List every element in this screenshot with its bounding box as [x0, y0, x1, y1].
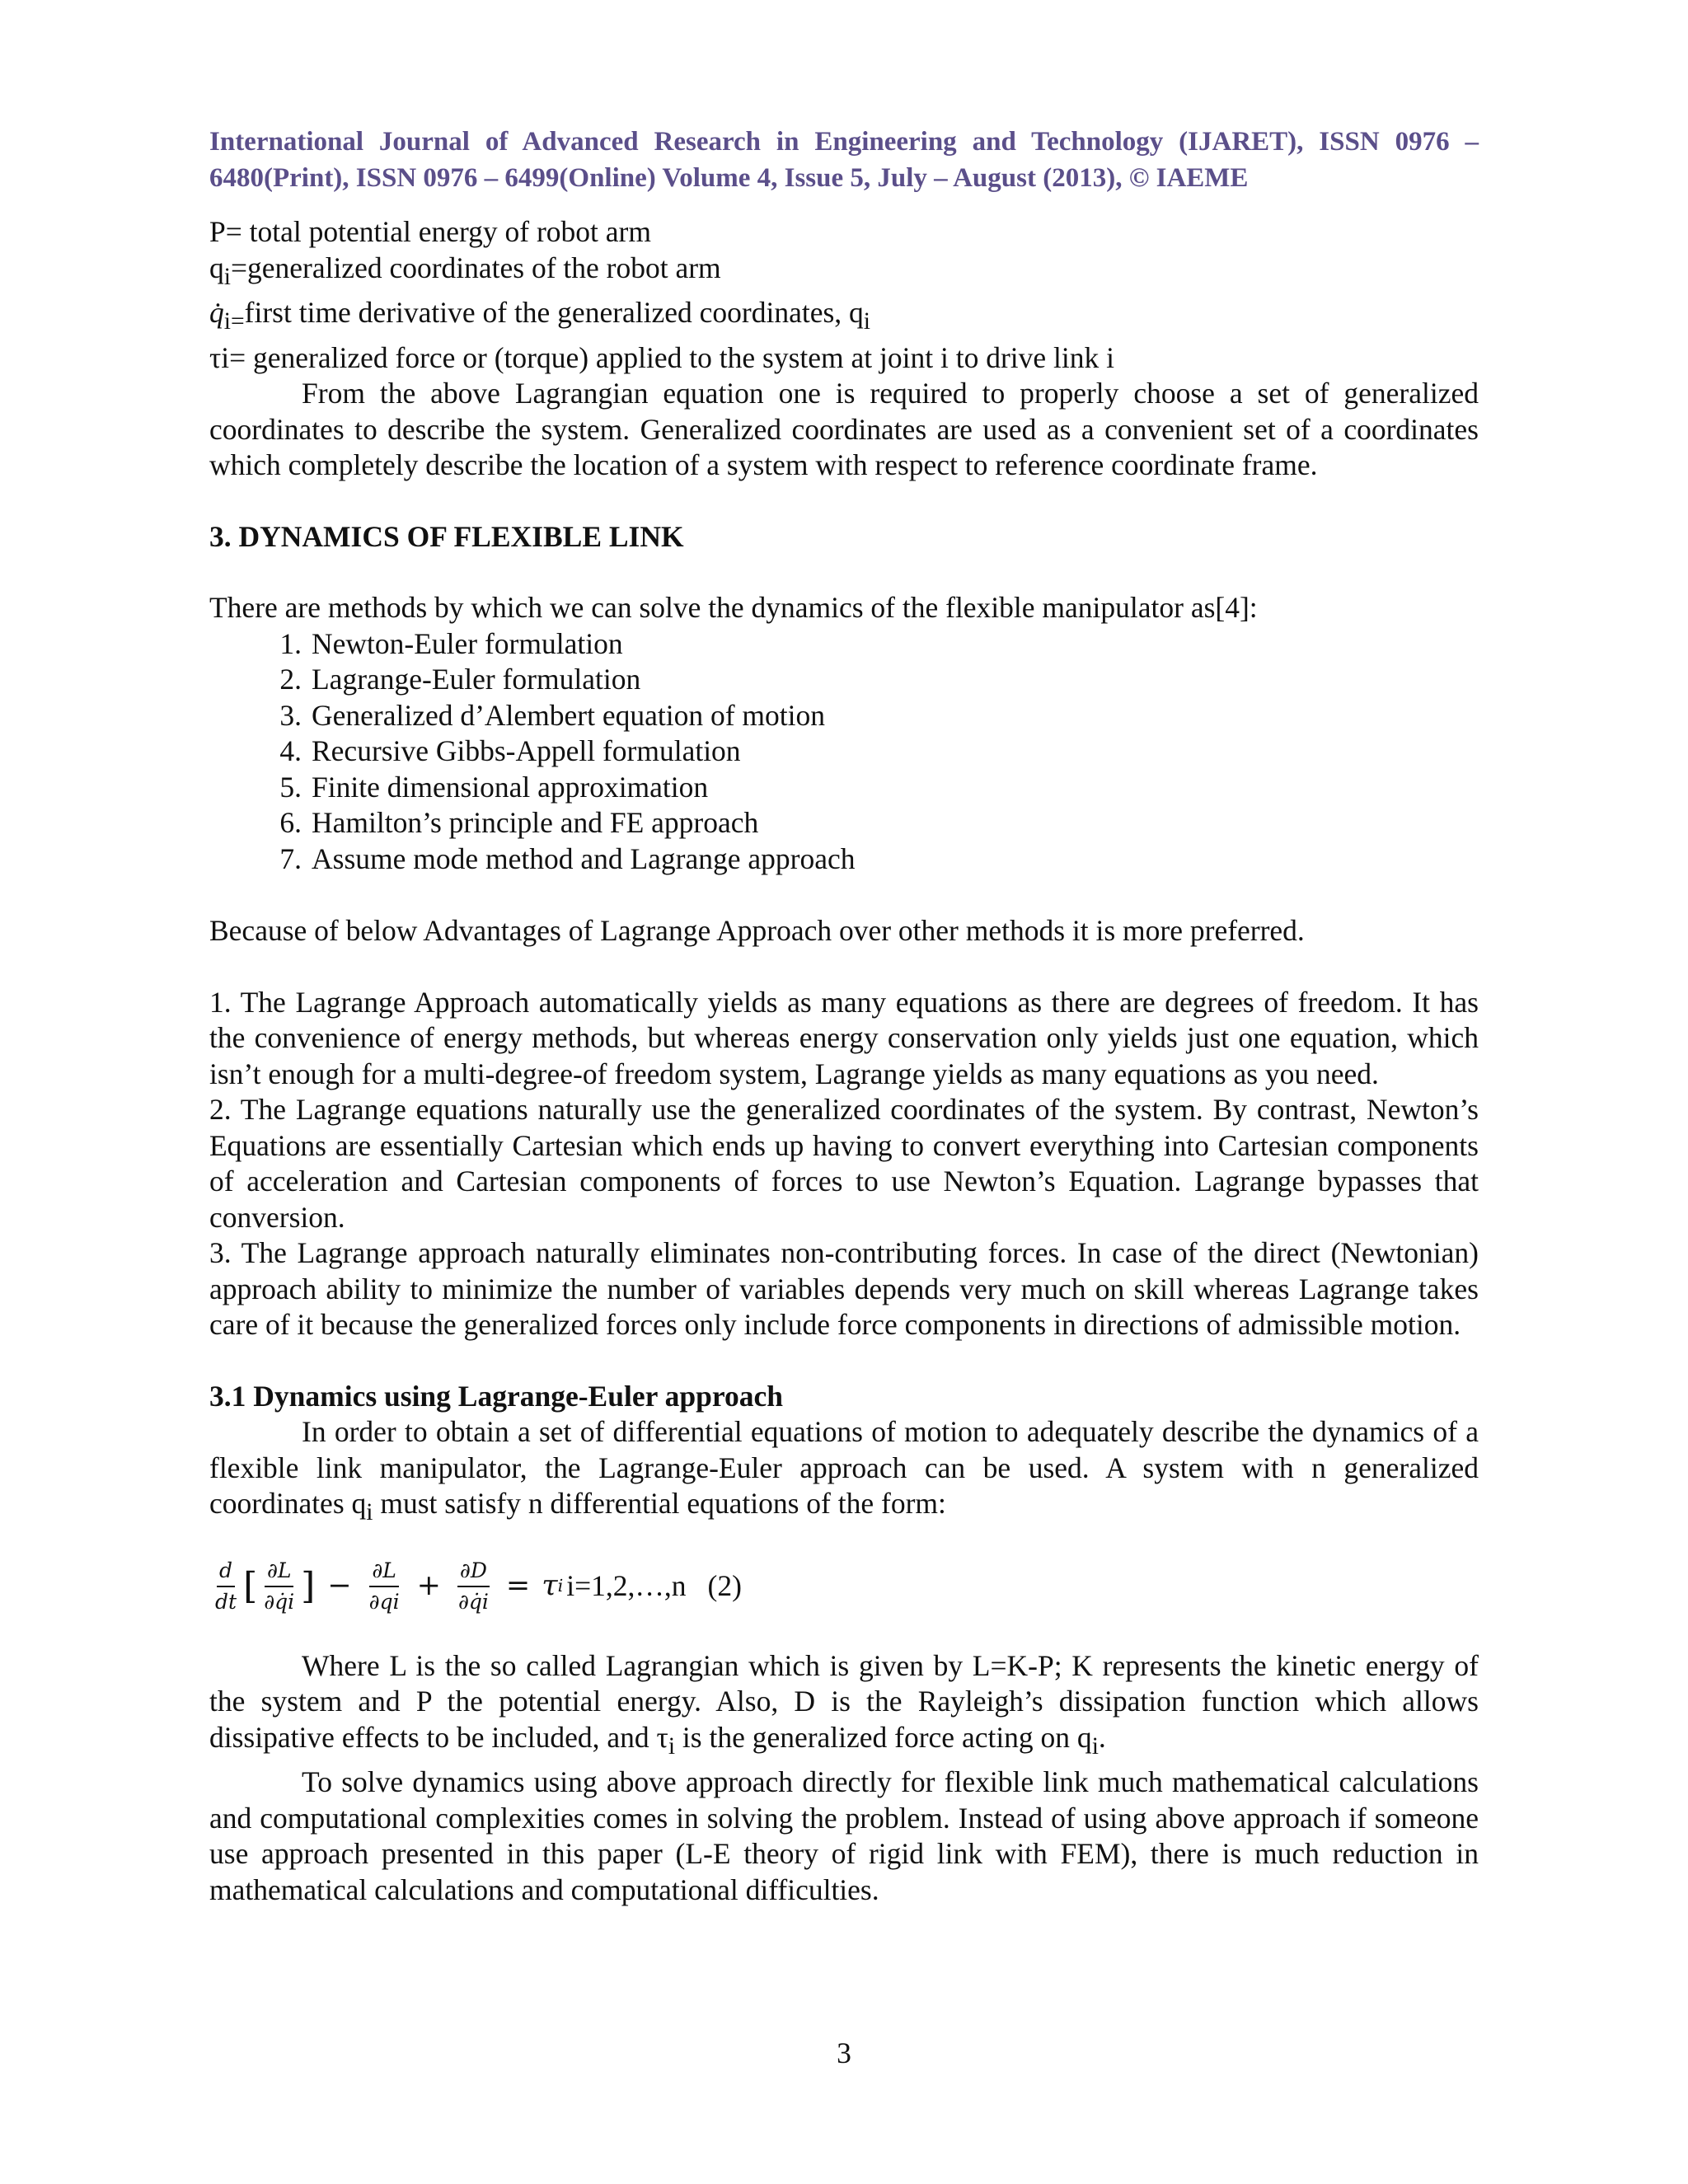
equation-fraction: $\frac{\partial D}{\partial q̇i}$: [457, 1558, 489, 1614]
subsection-body: [209, 1414, 1479, 1908]
list-item: 2. Lagrange-Euler formulation: [279, 663, 641, 696]
list-item: 6. Hamilton’s principle and FE approach: [279, 806, 759, 840]
paper-page: [209, 124, 1479, 1908]
definitions-list: [209, 214, 1479, 484]
lagrange-equation: $\frac{d}{dt}$ [ $\frac{\partial L}{\partial q̇i}$ ] − $\frac{\partial L}{\partial qi}$ + $\frac{\partial D}{\partial q̇i}$ = τ i i=1,2,…,n (2): [209, 1549, 1479, 1624]
section-body: [209, 590, 1479, 1343]
definition-qdot: $q̇_{i=}first$ time derivative of the generalized coordinates, $q_i$: [209, 296, 870, 335]
definition-tau: τi= generalized force or (torque) applied to the system at joint i to drive link i: [209, 340, 1114, 374]
advantage-paragraph-2: 2. The Lagrange equations naturally use the generalized coordinates of the system. By contrast, Newton’s Equations are essentially Cartesian which ends up having to convert everything into Cartesian components of acceleration and Cartesian components of forces to use Newton’s Equation. Lagrange bypasses that conversion.: [209, 1093, 1479, 1234]
list-item: 3. Generalized d’Alembert equation of motion: [279, 698, 826, 732]
lagrange-intro-paragraph: In order to obtain a set of differential equations of motion to adequately describe the dynamics of a flexible link manipulator, the Lagrange-Euler approach can be used. A system with n generalized coordinates $q_i$ must satisfy n differential equations of the form:: [209, 1415, 1479, 1526]
definition-qi: $q_i=generalized$ coordinates of the robot arm: [209, 251, 721, 290]
advantage-paragraph-1: 1. The Lagrange Approach automatically yields as many equations as there are degrees of freedom. It has the convenience of energy methods, but whereas energy conservation only yields just one equation, which isn’t enough for a multi-degree-of freedom system, Lagrange yields as many equations as you need.: [209, 985, 1479, 1090]
page-number: 3: [837, 2036, 851, 2069]
intro-paragraph: From the above Lagrangian equation one is required to properly choose a set of generalized coordinates to describe the system. Generalized coordinates are used as a convenient set of a coordinates which completely describe the location of a system with respect to reference coordinate frame.: [209, 377, 1479, 482]
equation-fraction: $\frac{\partial L}{\partial qi}$: [368, 1558, 400, 1614]
advantage-paragraph-3: 3. The Lagrange approach naturally eliminates non-contributing forces. In case of the direct (Newtonian) approach ability to minimize the number of variables depends very much on skill whereas Lagrange takes care of it because the generalized forces only include force components in directions of admissible motion.: [209, 1236, 1479, 1342]
section-heading: 3. DYNAMICS OF FLEXIBLE LINK: [209, 519, 684, 553]
lagrangian-definition-paragraph: Where L is the so called Lagrangian which is given by L=K-P; K represents the kinetic energy of the system and P the potential energy. Also, D is the Rayleigh’s dissipation function which allows dissipative effects to be included, and $\tau_i$ is the generalized force acting on $q_i$.: [209, 1648, 1479, 1760]
approach-paragraph: To solve dynamics using above approach directly for flexible link much mathematical calculations and computational complexities comes in solving the problem. Instead of using above approach if someone use approach presented in this paper (L-E theory of rigid link with FEM), there is much reduction in mathematical calculations and computational difficulties.: [209, 1765, 1479, 1906]
subsection-heading: 3.1 Dynamics using Lagrange-Euler approach: [209, 1379, 783, 1413]
list-item: 7. Assume mode method and Lagrange approach: [279, 841, 856, 875]
methods-list: [209, 626, 1479, 878]
methods-intro: There are methods by which we can solve the dynamics of the flexible manipulator as[4]:: [209, 591, 1258, 625]
equation-fraction: $\frac{\partial L}{\partial q̇i}$: [264, 1558, 295, 1614]
list-item: 1. Newton-Euler formulation: [279, 626, 623, 660]
equation-number: (2): [707, 1569, 742, 1603]
list-item: 4. Recursive Gibbs-Appell formulation: [279, 734, 741, 768]
definition-p: P= total potential energy of robot arm: [209, 215, 651, 248]
journal-header: International Journal of Advanced Research in Engineering and Technology (IJARET), ISSN 0976 – 6480(Print), ISSN 0976 – 6499(Online) Volume 4, Issue 5, July – August (2013), © IAEME: [209, 127, 1479, 193]
advantages-intro: Because of below Advantages of Lagrange Approach over other methods it is more preferred.: [209, 913, 1305, 947]
list-item: 5. Finite dimensional approximation: [279, 770, 709, 804]
equation-fraction: $\frac{d}{dt}$: [215, 1558, 237, 1614]
